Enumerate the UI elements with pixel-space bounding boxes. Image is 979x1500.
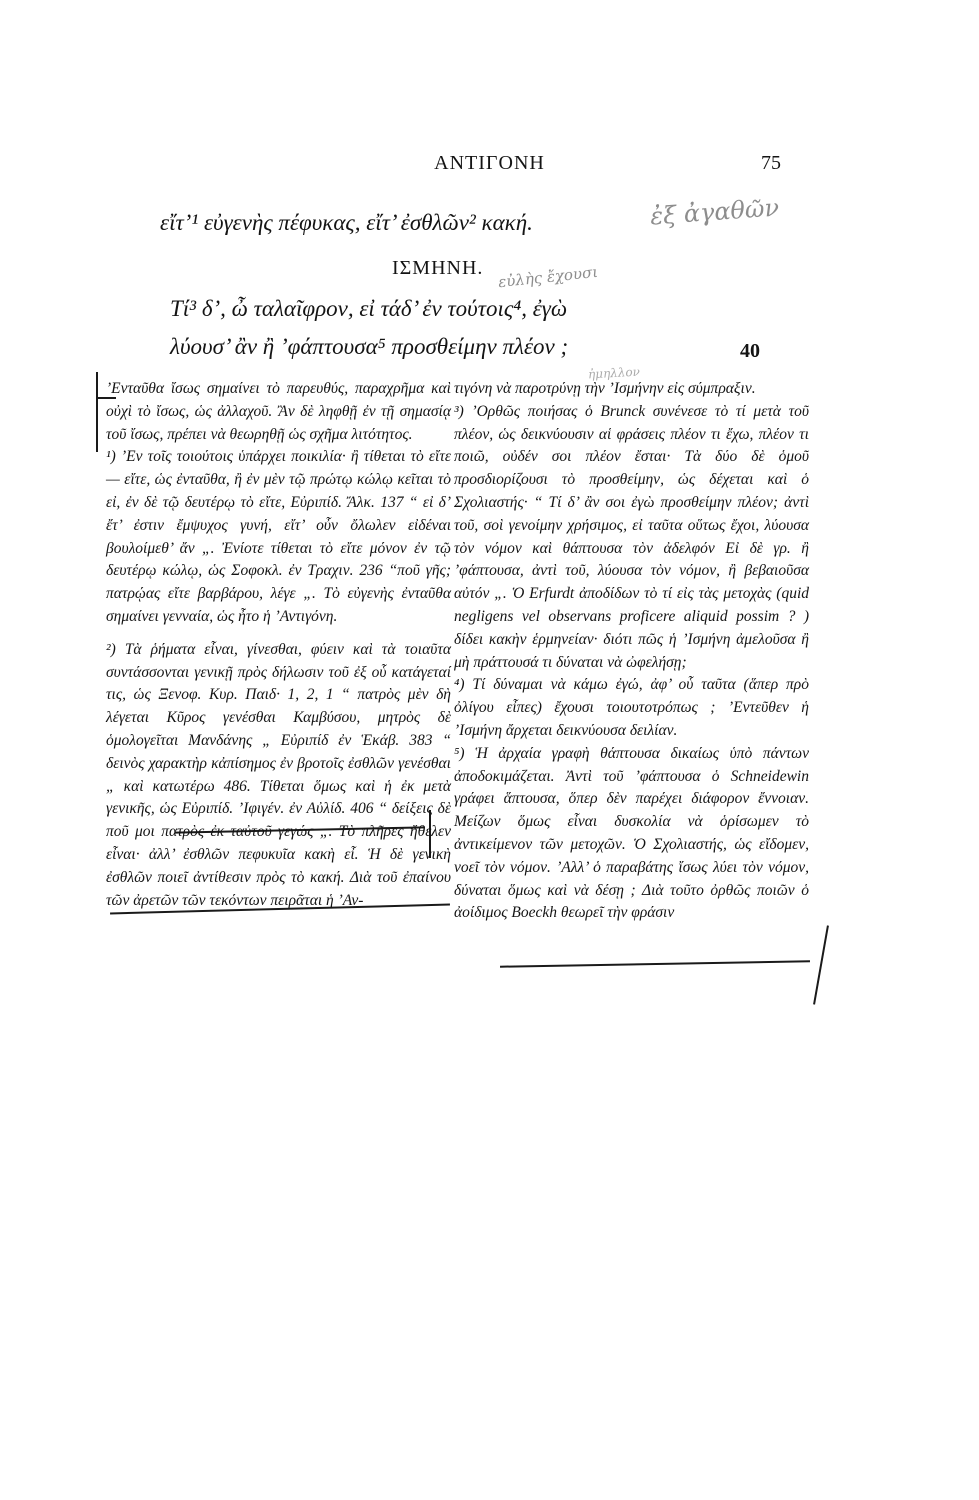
page-number: 75 <box>761 152 781 174</box>
note-paragraph: ’Ενταῦθα ἴσως σημαίνει τὸ παρευθύς, παραχρῆμα καὶ οὐχὶ τὸ ἴσως, ὡς ἀλλαχοῦ. Ἂν δὲ ληφθῇ ἐν τῇ σημασίᾳ τοῦ ἴσως, πρέπει νὰ θεωρηθῇ ὡς σχῆμα λιτότητος. <box>106 380 451 443</box>
footnote-1: ¹) ’Εν τοῖς τοιούτοις ὑπάρχει ποικιλία· ἢ τίθεται τὸ εἴτε — εἴτε, ὡς ἐνταῦθα, ἢ ἐν μὲν τῷ πρώτῳ κώλῳ κεῖται τὸ εἰ, ἐν δὲ τῷ δευτέρῳ τὸ εἴτε, Εὐριπίδ. Ἄλκ. 137 “ εἰ δ’ ἔτ’ ἐστιν ἔμψυχος γυνή, εἴτ’ οὖν ὄλωλεν εἰδέναι βουλοίμεθ’ ἄν „. Ἐνίοτε τίθεται τὸ εἴτε μόνον ἐν τῷ δευτέρῳ κώλῳ, ὡς Σοφοκλ. ἐν Τραχιν. 236 “ποῦ γῆς; πατρῴας εἴτε βαρβάρου, λέγε „. Τὸ εὐγενὴς ἐνταῦθα σημαίνει γενναία, ὡς ἦτο ἡ ’Αντιγόνη. <box>106 448 451 625</box>
footnote-5: ⁵) Ἡ ἀρχαία γραφὴ θάπτουσα δικαίως ὑπὸ πάντων ἀποδοκιμάζεται. Ἀντὶ τοῦ ’φάπτουσα ὁ Schneidewin γράφει ἅπτουσα, ὅπερ δὲν παρέχει διάφορον ἔννοιαν. Μείζων ὅμως εἶναι δυσκολία νὰ ὁρίσωμεν τὸ ἀντικείμενον τῶν μετοχῶν. Ὁ Σχολιαστής, ὡς εἴδομεν, νοεῖ τὸν νόμον. ’Αλλ’ ὁ παραβάτης ἴσως λύει τὸν νόμον, δύναται ὅμως καὶ νὰ δέσῃ ; Διὰ τοῦτο ὀρθῶς ποιῶν ὁ ἀοίδιμος Boeckh θεωρεῖ τὴν φράσιν <box>454 744 809 922</box>
note-continuation: τιγόνη νὰ παροτρύνῃ τὴν ’Ισμήνην εἰς σύμπραξιν. <box>454 380 756 397</box>
handwritten-note-speaker: εὐλὴς ἔχουσι <box>497 262 599 292</box>
verse-line-40: λύουσ’ ἂν ἢ ’φάπτουσα⁵ προσθείμην πλέον ; <box>170 334 569 359</box>
verse-line-39: Τί³ δ’, ὦ ταλαῖφρον, εἰ τάδ’ ἐν τούτοις⁴, ἐγὼ <box>170 296 568 321</box>
running-title: ΑΝΤΙΓΟΝΗ <box>434 152 545 174</box>
speaker-heading: ΙΣΜΗΝΗ. <box>392 257 484 279</box>
line-number: 40 <box>740 340 760 362</box>
margin-bracket-vertical <box>96 372 98 452</box>
footnote-2: ²) Τὰ ῥήματα εἶναι, γίνεσθαι, φύειν καὶ τὰ τοιαῦτα συντάσσονται γενικῇ πρὸς δήλωσιν τοῦ ἐξ οὗ κατάγεταί τις, ὡς Ξενοφ. Κυρ. Παιδ· 1, 2, 1 “ πατρὸς μὲν δὴ λέγεται Κῦρος γενέσθαι Καμβύσου, μητρὸς δὲ ὁμολογεῖται Μανδάνης „ Εὐριπίδ ἐν Ἑκάβ. 383 “ δεινὸς χαρακτὴρ κἀπίσημος ἐν βροτοῖς ἐσθλῶν γενέσθαι „ καὶ κατωτέρω 486. Τίθεται ὅμως καὶ ἡ ἐκ μετὰ γενικῆς, ὡς Εὐριπίδ. ’Ιφιγέν. ἐν Αὐλίδ. 406 “ δείξεις δὲ ποῦ μοι πατρὸς ἐκ ταὐτοῦ γεγώς „. Τὸ πλῆρες ἤθελεν εἶναι· ἀλλ’ ἐσθλῶν πεφυκυῖα κακὴ εἶ. Ἡ δὲ γενικὴ ἐσθλῶν ποιεῖ ἀντίθεσιν πρὸς τὸ κακή. Διὰ τοῦ ἐπαίνου τῶν ἀρετῶν τῶν τεκόντων πειρᾶται ἡ ’Αν- <box>106 640 451 909</box>
underline-right <box>500 960 810 967</box>
footnote-3: ³) ’Ορθῶς ποιήσας ὁ Brunck συνένεσε τὸ τί μετὰ τοῦ πλέον, ὡς δεικνύουσιν αἱ φράσεις πλέον τι ἔχω, πλέον τι ποιῶ, οὐδέν σοι πλέον ἔσται· Τὰ δύο δὲ ὁμοῦ προσδιορίζουσι τὸ προσθείμην, ὡς δέχεται καὶ ὁ Σχολιαστής· “ Τί δ’ ἂν σοι ἐγὼ προσθείμην πλέον; ἀντὶ τοῦ, σοὶ γενοίμην χρήσιμος, εἰ ταῦτα οὕτως ἔχοι, λύουσα τὸν νόμον καὶ θάπτουσα τὸν ἀδελφόν Εἰ δὲ γρ. ἢ ’φάπτουσα, ἀντὶ τοῦ, λύουσα τὸν νόμον, ἢ βεβαιοῦσα αὐτόν „. Ὁ Erfurdt ἀποδίδων τὸ τί εἰς τὰς μετοχὰς (quid negligens vel observans proficere aliquid possim ? ) δίδει κακὴν ἑρμηνείαν· διότι πῶς ἡ ’Ισμήνη ἀμελοῦσα ἢ μὴ πράττουσά τι δύναται νὰ ὠφελήσῃ; <box>454 402 809 671</box>
handwritten-note-top: ἐξ ἀγαθῶν <box>649 193 780 231</box>
commentary-left-column <box>106 378 451 912</box>
handwritten-note-faint: ἠμηλλον <box>587 364 641 382</box>
commentary-right-column <box>454 378 809 925</box>
footnote-4: ⁴) Τί δύναμαι νὰ κάμω ἐγώ, ἀφ’ οὗ ταῦτα (ἅπερ πρὸ ὀλίγου εἶπες) ἔχουσι τοιουτοτρόπως ; ’Εντεῦθεν ἡ ’Ισμήνη ἄρχεται δεικνύουσα δειλίαν. <box>454 676 809 739</box>
verse-line-37: εἴτ’¹ εὐγενὴς πέφυκας, εἴτ’ ἐσθλῶν² κακή. <box>160 210 533 235</box>
cross-mark-vertical <box>813 925 829 1004</box>
